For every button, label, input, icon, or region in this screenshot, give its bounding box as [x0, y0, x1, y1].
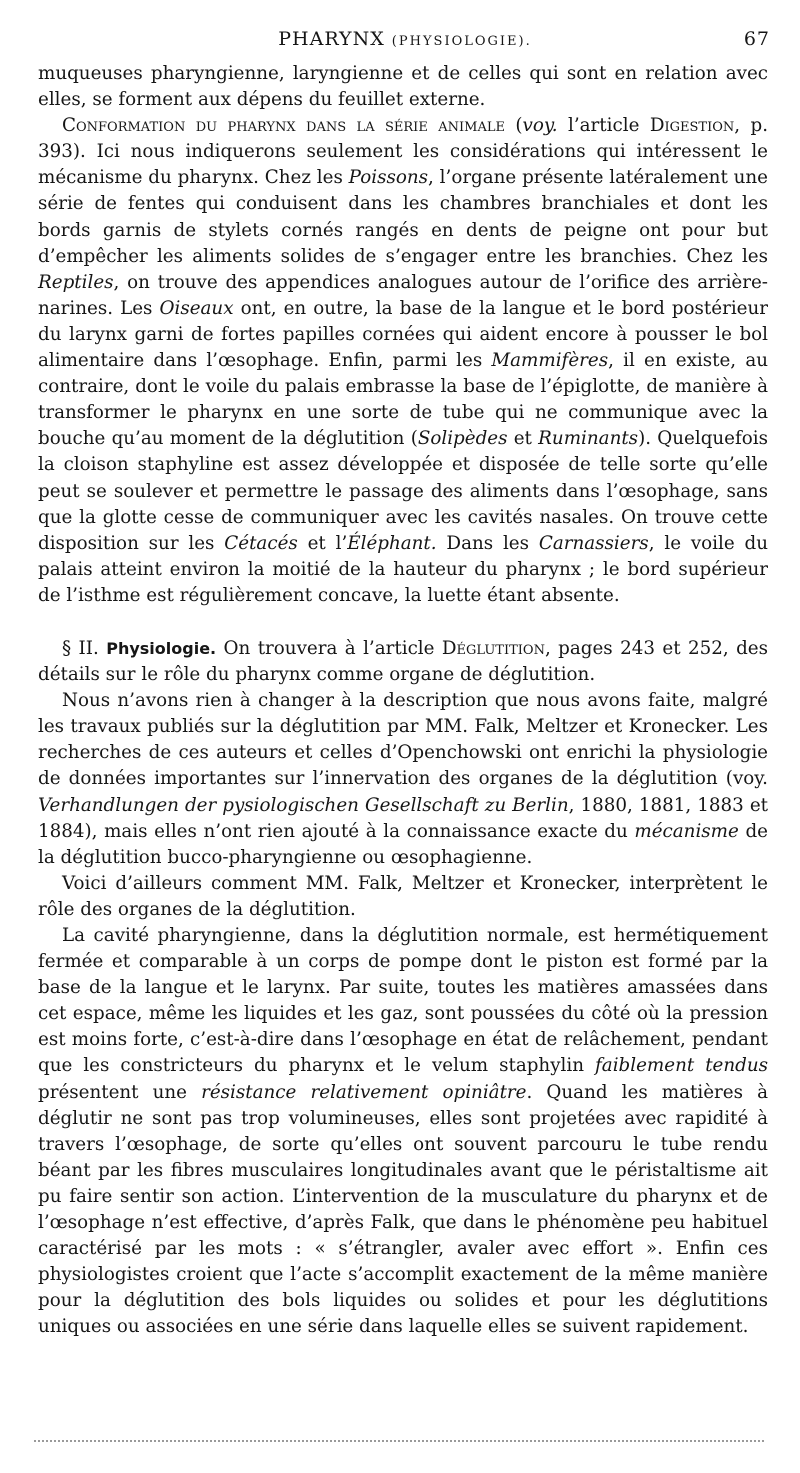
voy-abbrev: voy. [522, 115, 558, 137]
header-title [40, 28, 770, 50]
term-resistance: résistance relativement opiniâtre [201, 1081, 527, 1103]
text-run: , 1880, 1881, 1883 et 1884), mais elles n’ont rien ajouté à la connaissance exacte du [38, 794, 768, 842]
header-title-word: PHARYNX [278, 28, 385, 50]
footer-dotted-rule [34, 1440, 764, 1444]
journal-title: Verhandlungen der pysiologischen Gesellschaft zu Berlin [38, 794, 569, 816]
ref-deglutition: Déglutition [441, 637, 545, 659]
term-cetaces: Cétacés [224, 532, 298, 554]
section-number: § II. [62, 637, 99, 659]
conformation-lead: Conformation du pharynx dans la série animale [62, 115, 505, 137]
term-poissons: Poissons [348, 167, 429, 189]
text-run: On trouvera à l’article [216, 637, 442, 659]
term-mammiferes: Mammifères [491, 350, 609, 372]
term-ruminants: Ruminants [538, 428, 639, 450]
paragraph-continuation [38, 61, 768, 113]
text-run: ont, en outre, la base de la langue et le bord postérieur du larynx garni de fortes papilles cornées qui aident encore à pousser le bol alimentaire dans l’œsophage. Enfin, parmi les [38, 297, 768, 372]
text-run: , on trouve des appendices analogues autour de l’orifice des arrière-narines. Les [38, 271, 768, 319]
text-run: , il en existe, au contraire, dont le voile du palais embrasse la base de l’épiglotte, de manière à transformer le pharynx en une sorte de tube qui ne communique avec la bouche qu’au moment de la déglutition ( [38, 350, 768, 450]
header-subtitle: (PHYSIOLOGIE). [391, 34, 532, 49]
text-run: et [507, 428, 539, 450]
section-heading: Physiologie. [106, 638, 217, 658]
term-faiblement-tendus: faiblement tendus [595, 1055, 769, 1077]
term-elephant: Éléphant. [347, 532, 437, 554]
para5-text: Voici d’ailleurs comment MM. Falk, Meltzer et Kronecker, interprètent le rôle des organes de la déglutition. [38, 872, 768, 920]
para1-text: muqueuses pharyngienne, laryngienne et de celles qui sont en relation avec elles, se forment aux dépens du feuillet externe. [38, 63, 768, 111]
text-run: La cavité pharyngienne, dans la déglutition normale, est hermétiquement fermée et comparable à un corps de pompe dont le piston est formé par la base de la langue et le larynx. Par suite, toutes les matières amassées dans cet espace, même les liquides et les gaz, sont poussées du côté où la pression est moins forte, c’est-à-dire dans l’œsophage en état de relâchement, pendant que les constricteurs du pharynx et le velum staphylin [38, 925, 768, 1077]
text-run: présentent une [38, 1081, 202, 1103]
text-run: , le voile du palais atteint environ la moitié de la hauteur du pharynx ; le bord supérieur de l’isthme est régulièrement concave, la luette étant absente. [38, 532, 768, 606]
body-text [38, 61, 768, 1341]
text-run: . Quand les matières à déglutir ne sont pas trop volumineuses, elles sont projetées avec rapidité à travers l’œsophage, de sorte qu’elles ont souvent parcouru le tube rendu béant par les fibres musculaires longitudinales avant que le péristaltisme ait pu faire sentir son action. L’intervention de la musculature du pharynx et de l’œsophage n’est effective, d’après Falk, que dans le phénomène peu habituel caractérisé par les mots : « s’étrangler, avaler avec effort ». Enfin ces physiologistes croient que l’acte s’accomplit exactement de la même manière pour la déglutition des bols liquides ou solides et pour les déglutitions uniques ou associées en une série dans laquelle elles se suivent rapidement. [38, 1081, 769, 1338]
term-carnassiers: Carnassiers [538, 532, 649, 554]
text-run: , pages 243 et 252, des détails sur le rôle du pharynx comme organe de déglutition. [38, 637, 768, 686]
text-run: de la déglutition bucco-pharyngienne ou œsophagienne. [38, 820, 768, 868]
paragraph-travaux [38, 688, 768, 871]
text-run: Dans les [436, 532, 539, 554]
text-run: Nous n’avons rien à changer à la description que nous avons faite, malgré les travaux publiés sur la déglutition par MM. Falk, Meltzer et Kronecker. Les recherches de ces auteurs et celles d’Openchowski ont enrichi la physiologie de données importantes sur l’innervation des organes de la déglutition (voy. [38, 690, 768, 790]
ref-digestion: Digestion [649, 115, 735, 137]
text-run: , p. 393). Ici nous indiquerons seulement les considérations qui intéressent le mécanisme du pharynx. Chez les [38, 115, 768, 189]
page-number: 67 [743, 28, 770, 50]
section-heading-paragraph [38, 636, 768, 688]
text-run: et l’ [297, 532, 348, 554]
term-mecanisme: mécanisme [634, 820, 739, 842]
paragraph-conformation [38, 113, 768, 609]
paragraph-cavite [38, 923, 768, 1341]
text-run: , l’organe présente latéralement une série de fentes qui conduisent dans les chambres branchiales et dont les bords garnis de stylets cornés rangés en dents de peigne ont pour but d’empêcher les aliments solides de s’engager entre les branchies. Chez les [38, 167, 768, 267]
term-reptiles: Reptiles [38, 271, 114, 293]
text-run: ). Quelquefois la cloison staphyline est assez développée et disposée de telle sorte qu’elle peut se soulever et permettre le passage des aliments dans l’œsophage, sans que la glotte cesse de communiquer avec les cavités nasales. On trouve cette disposition sur les [38, 428, 768, 554]
term-oiseaux: Oiseaux [159, 297, 234, 319]
term-solipedes: Solipèdes [417, 428, 508, 450]
text-run: l’article [557, 115, 650, 137]
paragraph-interpretation [38, 871, 768, 923]
text-run: ( [504, 115, 523, 137]
running-header [40, 28, 770, 58]
